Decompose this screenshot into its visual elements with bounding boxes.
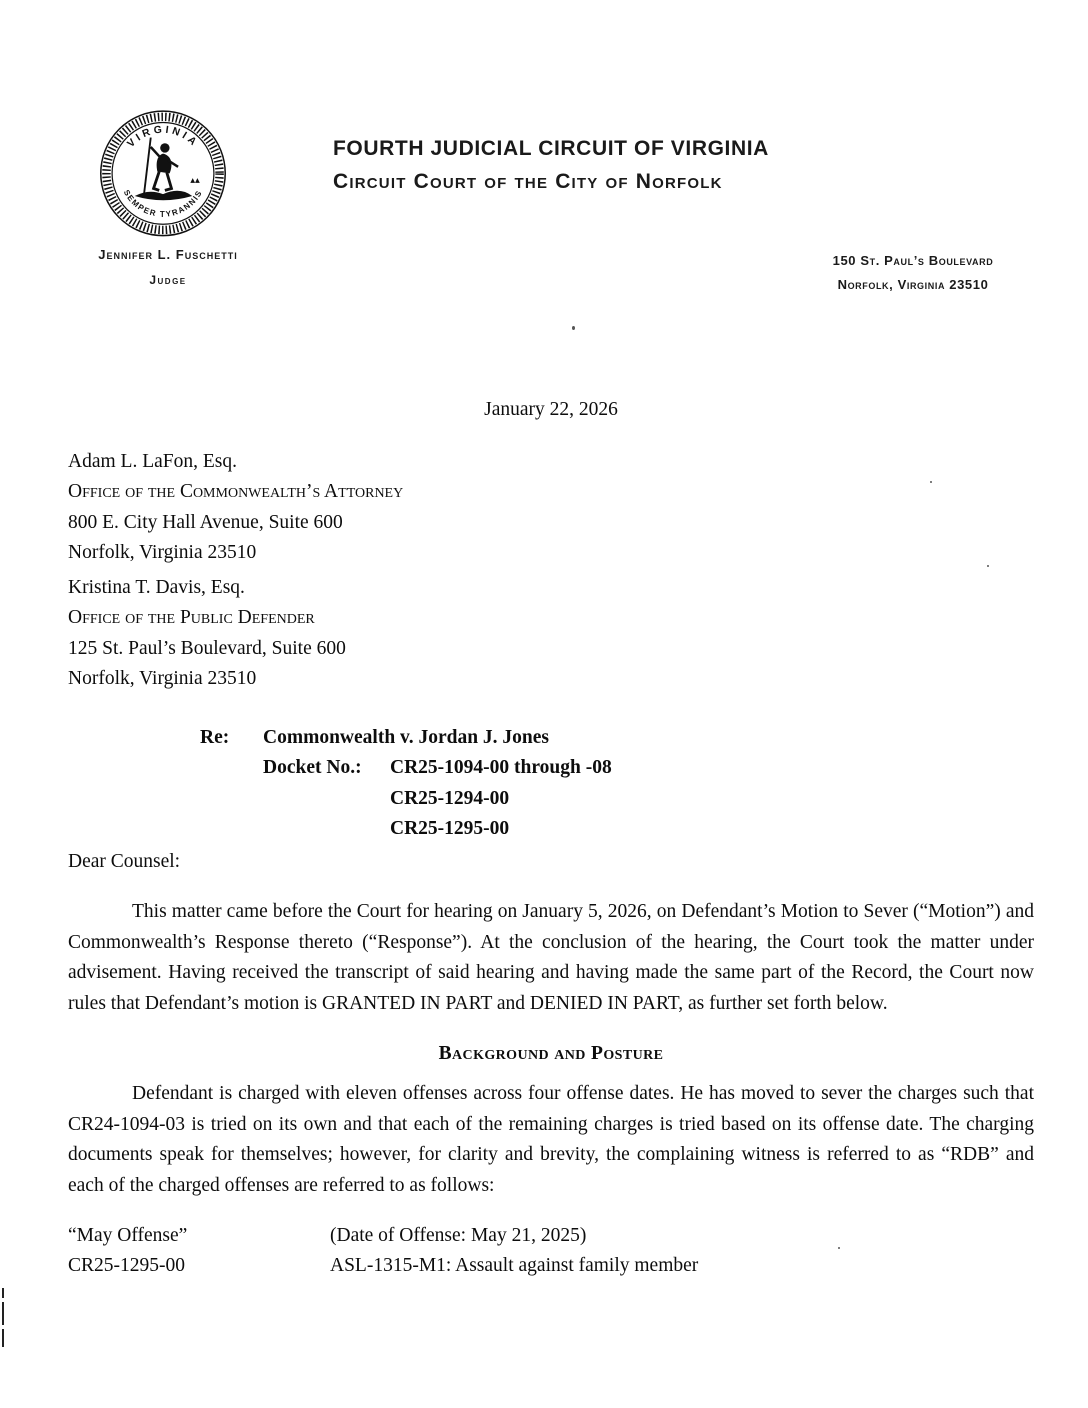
recipient-name: Kristina T. Davis, Esq. [68, 576, 245, 598]
section-heading-background-and-posture: Background and Posture [438, 1042, 664, 1064]
scan-artifact [2, 1302, 4, 1325]
opening-paragraph: This matter came before the Court for hearing on January 5, 2026, on Defendant’s Motion to Sever (“Motion”) and Commonwealth’s Response thereto (“Response”). At the conclusion of the hearing, the Court took the matter under advisement. Having received the transcript of said hearing and having made the same part of the Record, the Court now rules that Defendant’s motion is GRANTED IN PART and DENIED IN PART, as further set forth below. [68, 901, 1034, 1014]
re-case-row [200, 723, 1034, 754]
letterhead-court-title [333, 136, 769, 195]
offense-date: (Date of Offense: May 21, 2025) [330, 1224, 587, 1246]
offense-charge: ASL-1315-M1: Assault against family member [330, 1255, 699, 1276]
letter-date: January 22, 2026 [484, 399, 618, 420]
re-block [200, 723, 1034, 845]
re-docket-row [200, 753, 1034, 784]
recipient-street: 800 E. City Hall Avenue, Suite 600 [68, 511, 343, 533]
svg-text:SEMPER TYRANNIS [122, 188, 204, 218]
offense-reference-table [68, 1221, 1034, 1282]
judge-title: Judge [149, 273, 187, 287]
scan-artifact [930, 481, 932, 483]
scan-artifact [2, 1288, 4, 1298]
judge-block [58, 247, 278, 287]
scan-artifact [572, 326, 575, 330]
virginia-state-seal-icon [97, 104, 229, 239]
docket-label: Docket No.: [263, 757, 362, 778]
letter-body [68, 395, 1034, 1282]
scan-artifact [838, 1247, 840, 1249]
offense-row [68, 1221, 1034, 1252]
docket-number: CR25-1094-00 through -08 [390, 757, 612, 778]
re-label: Re: [200, 726, 230, 748]
court-name-line2: Circuit Court of the City of Norfolk [333, 170, 723, 193]
scan-artifact [2, 1329, 4, 1347]
offense-nickname: “May Offense” [68, 1224, 188, 1246]
court-address-line2: Norfolk, Virginia 23510 [837, 277, 989, 292]
judge-name: Jennifer L. Fuschetti [98, 247, 238, 262]
seal-motto-text: SEMPER TYRANNIS [121, 188, 205, 219]
case-name: Commonwealth v. Jordan J. Jones [263, 726, 550, 748]
salutation: Dear Counsel: [68, 850, 181, 872]
offense-docket: CR25-1295-00 [68, 1255, 185, 1276]
recipient-street: 125 St. Paul’s Boulevard, Suite 600 [68, 637, 346, 659]
recipient-city: Norfolk, Virginia 23510 [68, 542, 257, 563]
docket-number: CR25-1294-00 [390, 787, 510, 809]
court-address-line1: 150 St. Paul’s Boulevard [832, 253, 994, 268]
re-docket-row [200, 784, 1034, 815]
offense-row [68, 1251, 1034, 1282]
recipient-city: Norfolk, Virginia 23510 [68, 668, 257, 689]
seal-top-text: VIRGINIA [125, 124, 201, 150]
docket-number: CR25-1295-00 [390, 818, 510, 839]
recipient-commonwealth-attorney [68, 447, 1034, 569]
recipient-organization: Office of the Commonwealth’s Attorney [68, 481, 404, 502]
scan-artifact [987, 565, 989, 567]
background-paragraph: Defendant is charged with eleven offenses across four offense dates. He has moved to sever the charges such that CR24-1094-03 is tried on its own and that each of the remaining charges is tried based on its offense date. The charging documents speak for themselves; however, for clarity and brevity, the complaining witness is referred to as “RDB” and each of the charged offenses are referred to as follows: [68, 1083, 1034, 1196]
court-name-line1: FOURTH JUDICIAL CIRCUIT OF VIRGINIA [333, 137, 769, 160]
re-docket-row [200, 814, 1034, 845]
recipient-organization: Office of the Public Defender [68, 607, 315, 628]
recipient-public-defender [68, 573, 1034, 695]
recipient-name: Adam L. LaFon, Esq. [68, 450, 237, 472]
court-address [808, 249, 1018, 297]
